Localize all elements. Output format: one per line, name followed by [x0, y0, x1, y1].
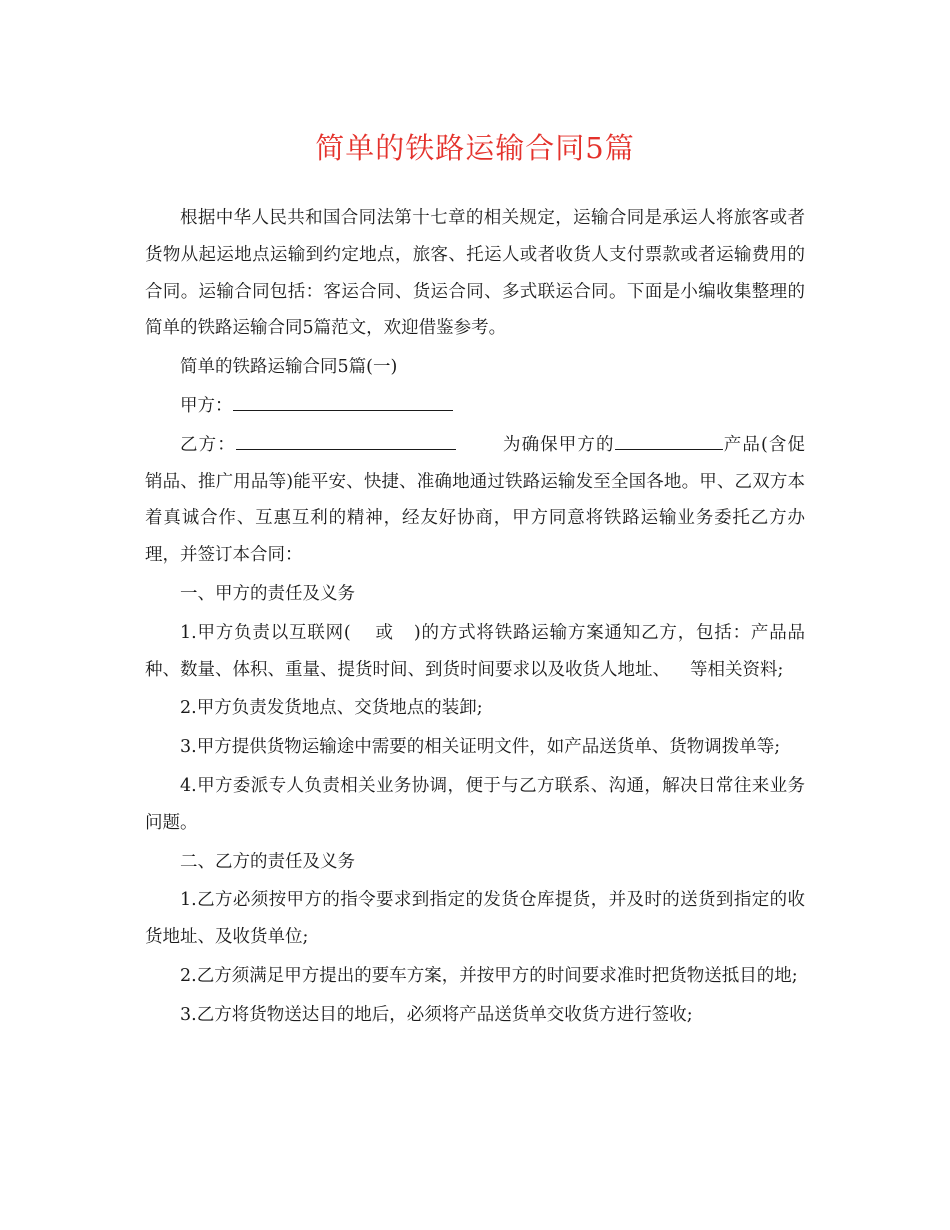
s1-item1-part2: 或 — [374, 622, 394, 643]
section-1-item-1 — [145, 615, 805, 689]
section-2-heading: 二、乙方的责任及义务 — [180, 851, 355, 872]
party-b-paragraph — [145, 427, 805, 574]
section-2-item-3: 3.乙方将货物送达目的地后，必须将产品送货单交收货方进行签收; — [180, 1004, 693, 1025]
document-title: 简单的铁路运输合同5篇 — [315, 131, 635, 165]
s1-item1-part1: 1.甲方负责以互联网( — [180, 622, 351, 643]
party-b-blank — [236, 431, 456, 450]
section-1-heading: 一、甲方的责任及义务 — [180, 583, 355, 604]
product-blank — [615, 431, 723, 450]
s1-item1-part3: )的方式将铁路运输方案通知乙方，包括：产品品种、数量、体积、重量、提货时间、到货时间要求以及收货人地址、 — [145, 622, 806, 680]
section-2-item-1: 1.乙方必须按甲方的指令要求到指定的发货仓库提货，并及时的送货到指定的收货地址、及收货单位; — [145, 890, 805, 948]
party-b-text-1: 为确保甲方的 — [501, 434, 615, 455]
party-a-label: 甲方： — [180, 395, 233, 416]
document-body — [145, 200, 805, 1034]
s1-item1-part4: 等相关资料; — [690, 659, 784, 680]
section-1-item-3: 3.甲方提供货物运输途中需要的相关证明文件，如产品送货单、货物调拨单等; — [180, 737, 781, 758]
intro-paragraph: 根据中华人民共和国合同法第十七章的相关规定，运输合同是承运人将旅客或者货物从起运地点运输到约定地点，旅客、托运人或者收货人支付票款或者运输费用的合同。运输合同包括：客运合同、货运合同、多式联运合同。下面是小编收集整理的简单的铁路运输合同5篇范文，欢迎借鉴参考。 — [145, 208, 805, 339]
section-1-item-2: 2.甲方负责发货地点、交货地点的装卸; — [180, 698, 483, 719]
party-a-blank — [233, 392, 453, 411]
party-a-line — [145, 388, 805, 425]
party-b-label: 乙方： — [180, 434, 236, 455]
section-1-item-4: 4.甲方委派专人负责相关业务协调，便于与乙方联系、沟通，解决日常往来业务问题。 — [145, 775, 805, 833]
contract-subtitle: 简单的铁路运输合同5篇(一) — [180, 357, 398, 378]
section-2-item-2: 2.乙方须满足甲方提出的要车方案，并按甲方的时间要求准时把货物送抵目的地; — [180, 965, 798, 986]
party-b-text-2: 产品(含促销品、推广用品等)能平安、快捷、准确地通过铁路运输发至全国各地。甲、乙双方本着真诚合作、互惠互利的精神，经友好协商，甲方同意将铁路运输业务委托乙方办理，并签订本合同： — [145, 434, 806, 566]
